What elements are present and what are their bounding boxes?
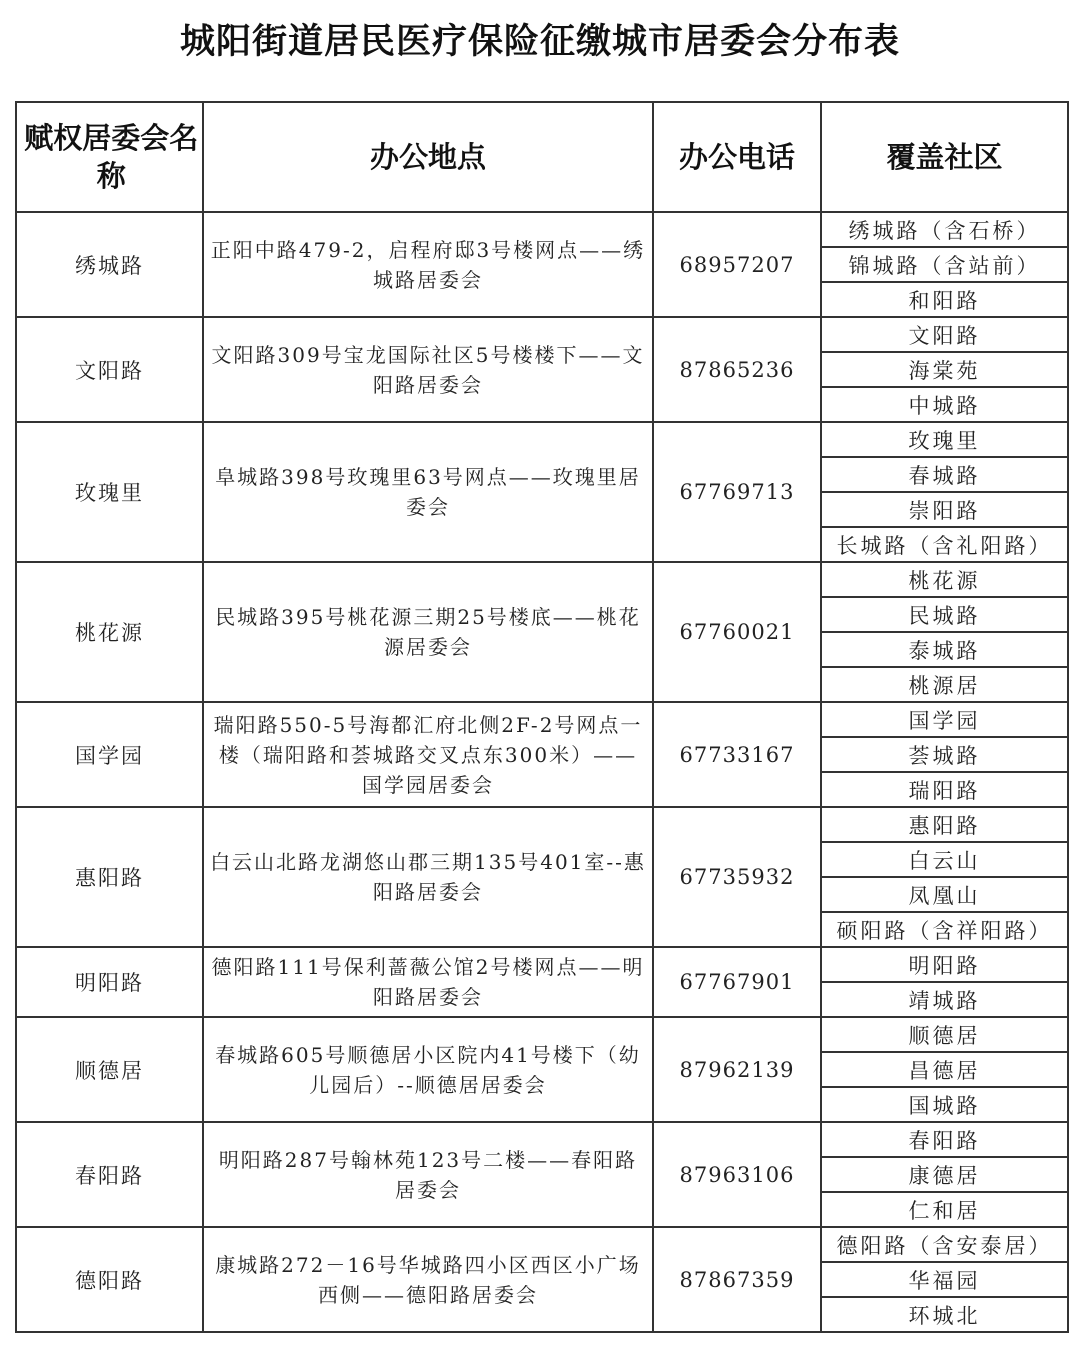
covered-community: 昌德居 [821, 1052, 1068, 1087]
table-row [16, 1122, 1068, 1157]
committee-name: 文阳路 [16, 317, 203, 422]
committee-name: 国学园 [16, 702, 203, 807]
header-phone: 办公电话 [653, 102, 821, 212]
header-row [16, 102, 1068, 212]
office-phone: 67733167 [653, 702, 821, 807]
covered-community: 玫瑰里 [821, 422, 1068, 457]
office-address: 正阳中路479-2，启程府邸3号楼网点——绣城路居委会 [203, 212, 653, 317]
committee-name: 桃花源 [16, 562, 203, 702]
office-address: 阜城路398号玫瑰里63号网点——玫瑰里居委会 [203, 422, 653, 562]
committee-name: 顺德居 [16, 1017, 203, 1122]
committee-name: 玫瑰里 [16, 422, 203, 562]
table-row [16, 562, 1068, 597]
covered-community: 国学园 [821, 702, 1068, 737]
covered-community: 德阳路（含安泰居） [821, 1227, 1068, 1262]
covered-community: 春城路 [821, 457, 1068, 492]
covered-community: 荟城路 [821, 737, 1068, 772]
table-row [16, 947, 1068, 982]
covered-community: 靖城路 [821, 982, 1068, 1017]
covered-community: 和阳路 [821, 282, 1068, 317]
committee-name: 德阳路 [16, 1227, 203, 1332]
table-row [16, 807, 1068, 842]
covered-community: 仁和居 [821, 1192, 1068, 1227]
covered-community: 硕阳路（含祥阳路） [821, 912, 1068, 947]
covered-community: 泰城路 [821, 632, 1068, 667]
office-address: 瑞阳路550-5号海都汇府北侧2F-2号网点一楼（瑞阳路和荟城路交叉点东300米）——国学园居委会 [203, 702, 653, 807]
office-phone: 68957207 [653, 212, 821, 317]
office-address: 明阳路287号翰林苑123号二楼——春阳路居委会 [203, 1122, 653, 1227]
table-row [16, 317, 1068, 352]
covered-community: 中城路 [821, 387, 1068, 422]
covered-community: 民城路 [821, 597, 1068, 632]
office-phone: 67767901 [653, 947, 821, 1017]
office-address: 文阳路309号宝龙国际社区5号楼楼下——文阳路居委会 [203, 317, 653, 422]
committee-table [15, 101, 1069, 1333]
covered-community: 瑞阳路 [821, 772, 1068, 807]
table-row [16, 702, 1068, 737]
table-row [16, 212, 1068, 247]
office-phone: 67760021 [653, 562, 821, 702]
office-phone: 67769713 [653, 422, 821, 562]
covered-community: 春阳路 [821, 1122, 1068, 1157]
covered-community: 明阳路 [821, 947, 1068, 982]
committee-name: 明阳路 [16, 947, 203, 1017]
header-communities: 覆盖社区 [821, 102, 1068, 212]
office-phone: 87962139 [653, 1017, 821, 1122]
covered-community: 白云山 [821, 842, 1068, 877]
covered-community: 惠阳路 [821, 807, 1068, 842]
header-address: 办公地点 [203, 102, 653, 212]
office-phone: 87867359 [653, 1227, 821, 1332]
office-address: 德阳路111号保利蔷薇公馆2号楼网点——明阳路居委会 [203, 947, 653, 1017]
covered-community: 康德居 [821, 1157, 1068, 1192]
covered-community: 锦城路（含站前） [821, 247, 1068, 282]
table-row [16, 1227, 1068, 1262]
office-address: 白云山北路龙湖悠山郡三期135号401室--惠阳路居委会 [203, 807, 653, 947]
covered-community: 绣城路（含石桥） [821, 212, 1068, 247]
covered-community: 桃花源 [821, 562, 1068, 597]
committee-name: 春阳路 [16, 1122, 203, 1227]
covered-community: 环城北 [821, 1297, 1068, 1332]
covered-community: 长城路（含礼阳路） [821, 527, 1068, 562]
covered-community: 海棠苑 [821, 352, 1068, 387]
covered-community: 国城路 [821, 1087, 1068, 1122]
table-row [16, 1017, 1068, 1052]
covered-community: 顺德居 [821, 1017, 1068, 1052]
covered-community: 崇阳路 [821, 492, 1068, 527]
committee-name: 绣城路 [16, 212, 203, 317]
covered-community: 桃源居 [821, 667, 1068, 702]
page-title: 城阳街道居民医疗保险征缴城市居委会分布表 [179, 22, 900, 62]
office-address: 康城路272－16号华城路四小区西区小广场西侧——德阳路居委会 [203, 1227, 653, 1332]
office-phone: 67735932 [653, 807, 821, 947]
office-address: 民城路395号桃花源三期25号楼底——桃花源居委会 [203, 562, 653, 702]
covered-community: 凤凰山 [821, 877, 1068, 912]
committee-name: 惠阳路 [16, 807, 203, 947]
office-address: 春城路605号顺德居小区院内41号楼下（幼儿园后）--顺德居居委会 [203, 1017, 653, 1122]
office-phone: 87963106 [653, 1122, 821, 1227]
covered-community: 华福园 [821, 1262, 1068, 1297]
office-phone: 87865236 [653, 317, 821, 422]
covered-community: 文阳路 [821, 317, 1068, 352]
header-name: 赋权居委会名称 [16, 102, 203, 212]
table-row [16, 422, 1068, 457]
